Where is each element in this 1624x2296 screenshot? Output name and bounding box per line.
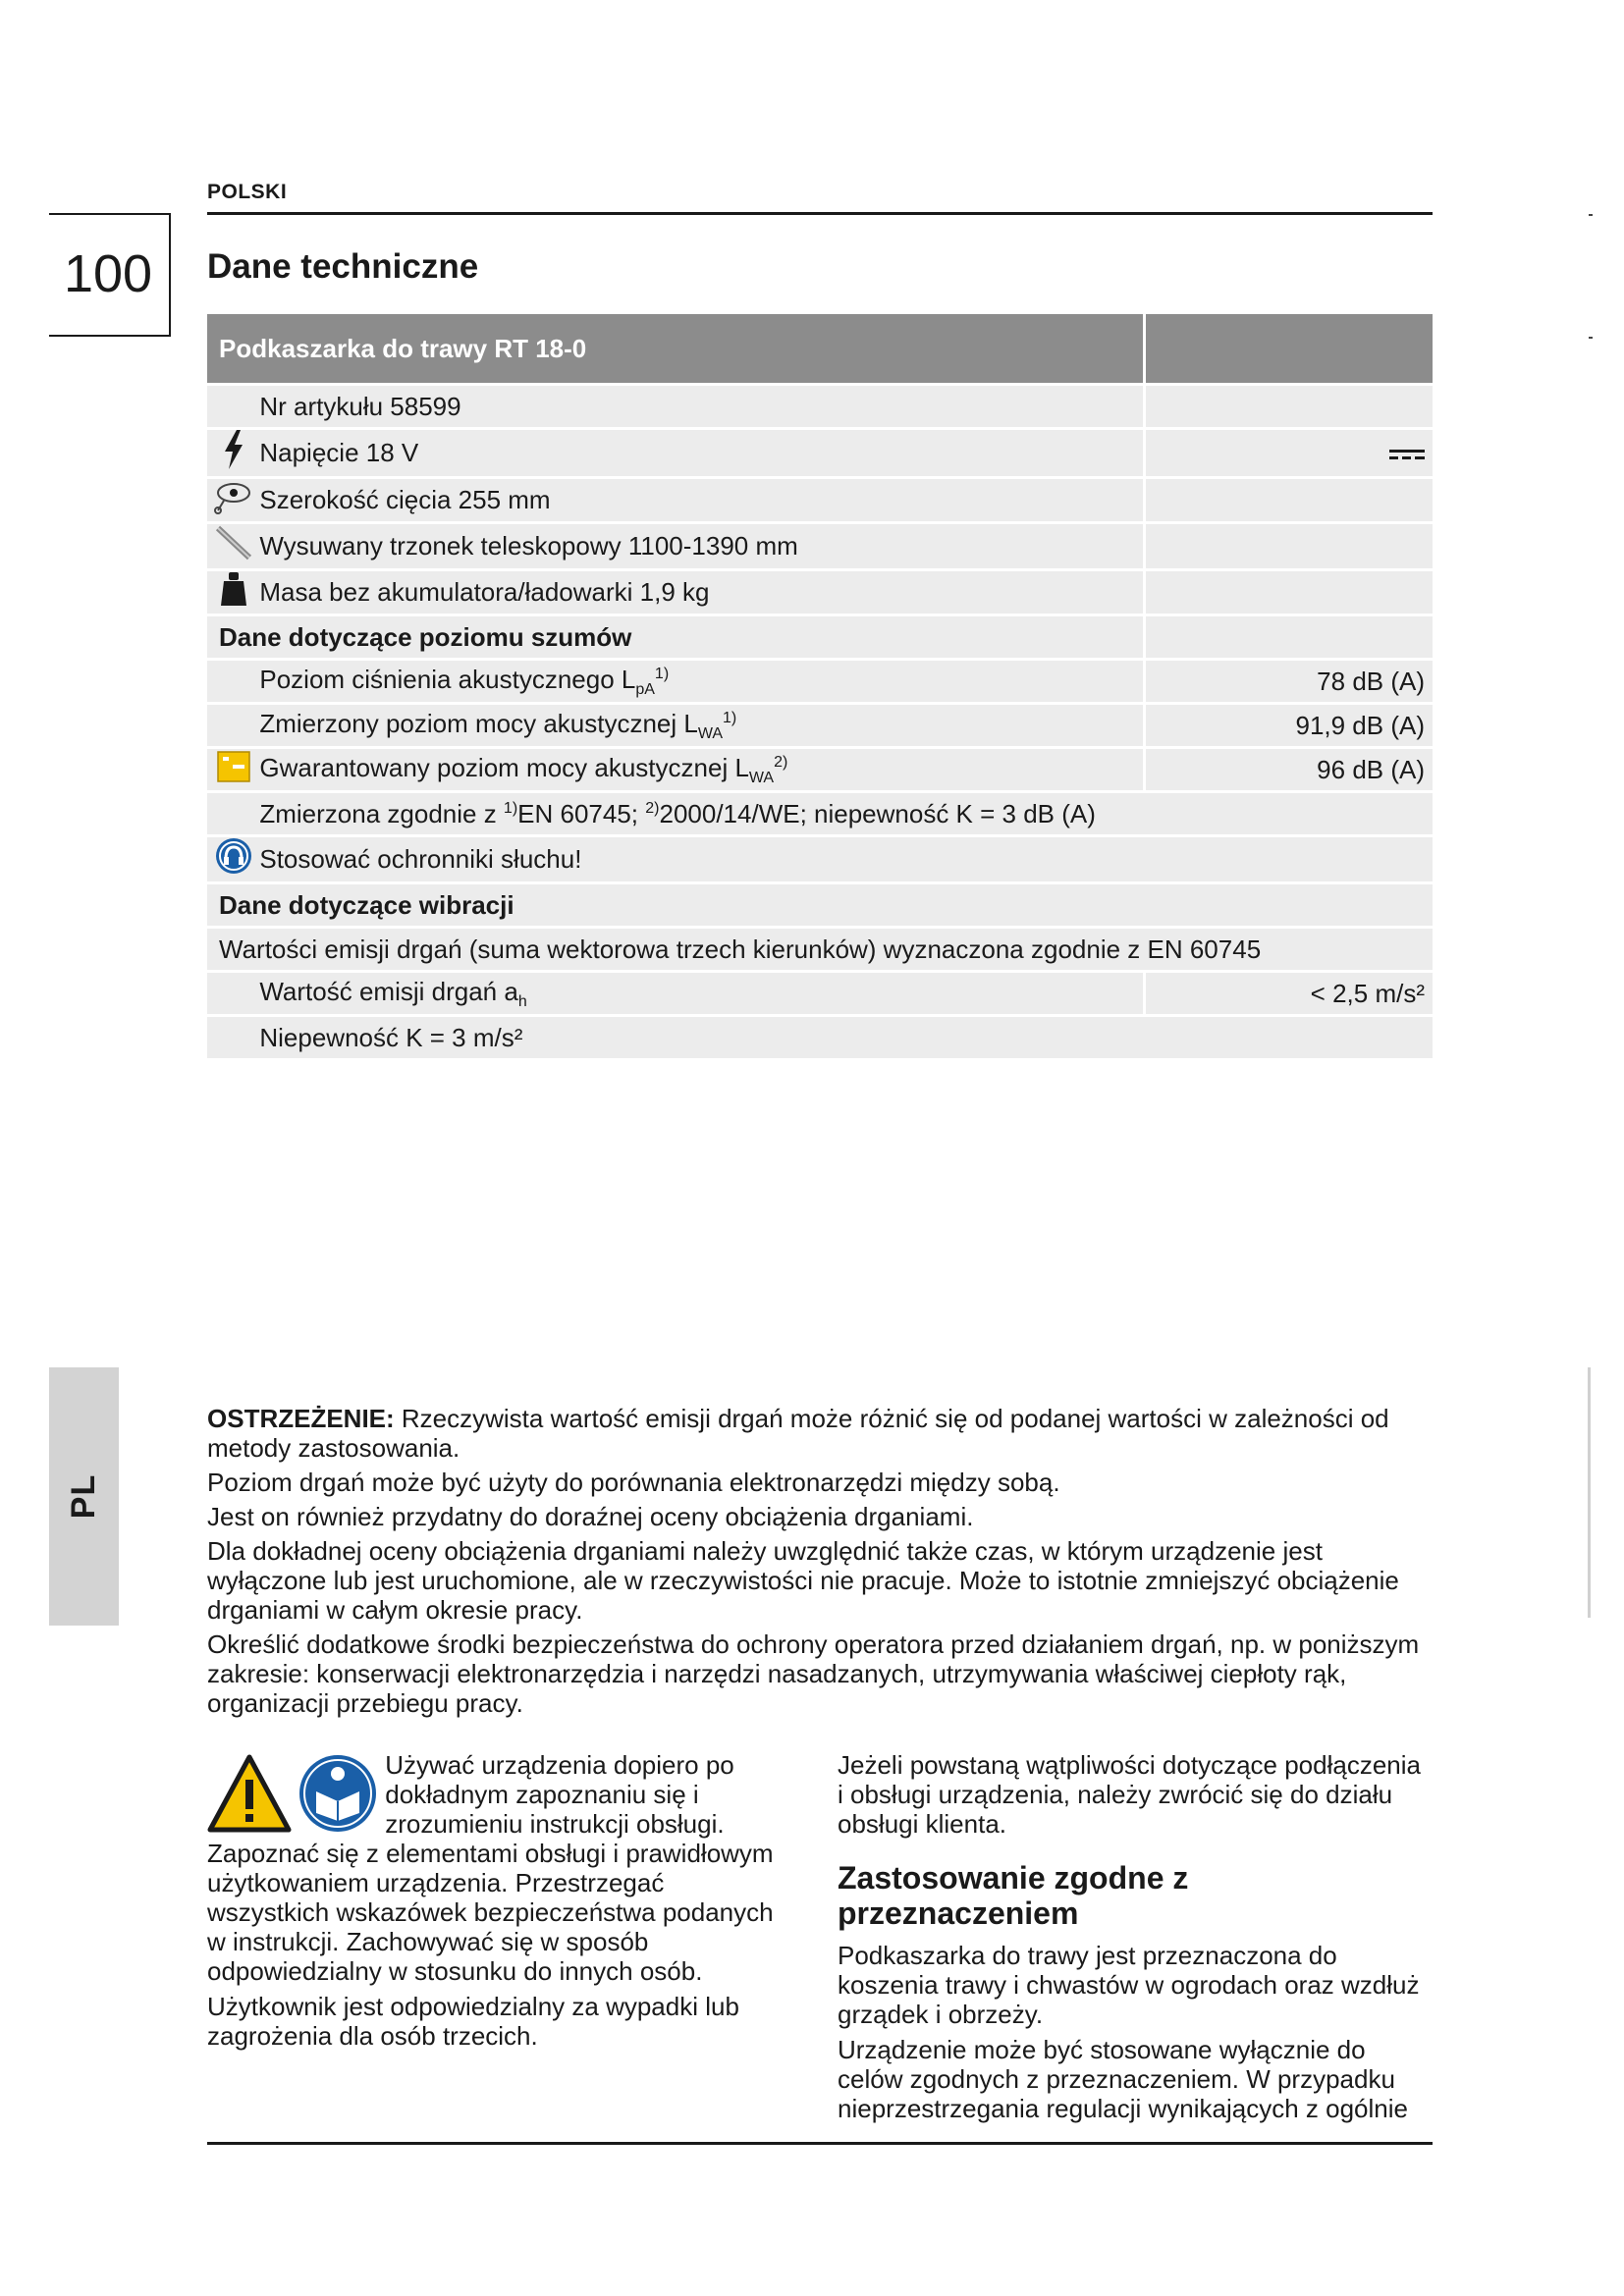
voltage: Napięcie 18 V xyxy=(259,429,1145,478)
sound-pressure-label: Poziom ciśnienia akustycznego $L_{pA}^{1)}$ xyxy=(259,660,1145,704)
bottom-rule xyxy=(207,2142,1433,2145)
right-column xyxy=(838,1750,1433,2129)
sound-pressure-value: 78 dB (A) xyxy=(1145,660,1433,704)
table-row xyxy=(207,385,1433,429)
cut-width: Szerokość cięcia 255 mm xyxy=(259,478,1145,523)
table-row xyxy=(207,883,1433,928)
guaranteed-power-label: Gwarantowany poziom mocy akustycznej $L_{WA}^{2)}$ xyxy=(259,748,1145,792)
vibration-warning xyxy=(207,1404,1433,1723)
table-row xyxy=(207,429,1433,478)
vibration-emission-label: Wartość emisji drgań $a_h$ xyxy=(259,972,1145,1016)
dc-symbol-icon xyxy=(1389,438,1425,467)
guaranteed-noise-label-icon xyxy=(217,751,250,789)
warning-paragraph: Dla dokładnej oceny obciążenia drganiami należy uwzględnić także czas, w którym urządzenie jest wyłączone lub jest uruchomione, ale w rzeczywistości nie pracuje. Może to istotnie zmniejszyć obciążenie drganiami w całym okresie pracy. xyxy=(207,1536,1399,1625)
ear-protection-icon xyxy=(215,837,252,881)
telescopic-handle: Wysuwany trzonek teleskopowy 1100-1390 mm xyxy=(259,523,1145,570)
intended-use-heading: Zastosowanie zgodne z przeznaczeniem xyxy=(838,1860,1189,1931)
table-row xyxy=(207,660,1433,704)
measurement-standard: Zmierzona zgodnie z $^{1)}$EN 60745; $^{2)}$2000/14/WE; niepewność K = 3 dB (A) xyxy=(259,792,1433,836)
page-title: Dane techniczne xyxy=(207,247,479,286)
intended-use-paragraph: Podkaszarka do trawy jest przeznaczona do koszenia trawy i chwastów w ogrodach oraz wzdłuż grządek i obrzeży. xyxy=(838,1941,1420,2029)
weight-icon xyxy=(220,571,247,614)
edge-mark xyxy=(1589,337,1593,339)
intended-use-paragraph: Urządzenie może być stosowane wyłącznie do celów zgodnych z przeznaczeniem. W przypadku nieprzestrzegania regulacji wynikających z ogólnie xyxy=(838,2035,1408,2123)
warning-paragraph: Jest on również przydatny do doraźnej oceny obciążenia drganiami. xyxy=(207,1502,974,1531)
mass: Masa bez akumulatora/ładowarki 1,9 kg xyxy=(259,570,1145,615)
page-number: 100 xyxy=(63,244,153,303)
edge-line xyxy=(1588,1367,1591,1618)
spec-header-row xyxy=(207,314,1433,385)
telescopic-handle-icon xyxy=(214,524,253,568)
read-manual-icon xyxy=(298,1809,377,1839)
sound-power-label: Zmierzony poziom mocy akustycznej $L_{WA}^{1)}$ xyxy=(259,704,1145,748)
spec-table xyxy=(207,314,1433,1061)
table-row xyxy=(207,972,1433,1016)
safety-icons xyxy=(207,1754,377,1835)
vibration-section-heading: Dane dotyczące wibracji xyxy=(207,883,1433,928)
warning-paragraph: Określić dodatkowe środki bezpieczeństwa do ochrony operatora przed działaniem drgań, np. w poniższym zakresie: konserwacji elektronarzędzia i narzędzi nasadzanych, utrzymywania właściwej ciepłoty rąk, organizacji przebiegu pracy. xyxy=(207,1629,1420,1718)
table-row xyxy=(207,792,1433,836)
table-row xyxy=(207,570,1433,615)
instructions-paragraph: Używać urządzenia dopiero po dokładnym zapoznaniu się i zrozumieniu instrukcji obsługi. Zapoznać się z elementami obsługi i prawidłowym użytkowaniem urządzenia. Przestrzegać wszystkich wskazówek bezpieczeństwa podanych w instrukcji. Zachowywać się w sposób odpowiedzialny w stosunku do innych osób. xyxy=(207,1750,774,1986)
table-row xyxy=(207,615,1433,660)
table-row xyxy=(207,1016,1433,1060)
language-header: POLSKI xyxy=(207,181,288,203)
language-code: PL xyxy=(64,1473,102,1520)
table-row xyxy=(207,523,1433,570)
hearing-protection-note: Stosować ochronniki słuchu! xyxy=(259,836,1433,883)
customer-service-paragraph: Jeżeli powstaną wątpliwości dotyczące podłączenia i obsługi urządzenia, należy zwrócić się do działu obsługi klienta. xyxy=(838,1750,1421,1839)
table-row xyxy=(207,478,1433,523)
product-name: Podkaszarka do trawy RT 18-0 xyxy=(219,333,587,363)
top-rule xyxy=(207,212,1433,215)
warning-text: Rzeczywista wartość emisji drgań może różnić się od podanej wartości w zależności od metody zastosowania. xyxy=(207,1404,1389,1463)
guaranteed-power-value: 96 dB (A) xyxy=(1145,748,1433,792)
vibration-note: Wartości emisji drgań (suma wektorowa trzech kierunków) wyznaczona zgodnie z EN 60745 xyxy=(207,928,1433,972)
warning-label: OSTRZEŻENIE: xyxy=(207,1404,395,1433)
sound-power-value: 91,9 dB (A) xyxy=(1145,704,1433,748)
responsibility-paragraph: Użytkownik jest odpowiedzialny za wypadki lub zagrożenia dla osób trzecich. xyxy=(207,1992,739,2051)
table-row xyxy=(207,928,1433,972)
warning-triangle-icon xyxy=(207,1809,292,1839)
noise-section-heading: Dane dotyczące poziomu szumów xyxy=(207,615,1145,660)
vibration-emission-value: < 2,5 m/s² xyxy=(1145,972,1433,1016)
left-column xyxy=(207,1750,786,2056)
vibration-uncertainty: Niepewność K = 3 m/s² xyxy=(259,1016,1433,1060)
warning-paragraph: Poziom drgań może być użyty do porównania elektronarzędzi między sobą. xyxy=(207,1468,1060,1497)
table-row xyxy=(207,836,1433,883)
table-row xyxy=(207,748,1433,792)
table-row xyxy=(207,704,1433,748)
edge-mark xyxy=(1589,214,1593,216)
article-number: Nr artykułu 58599 xyxy=(259,385,1145,429)
cutting-width-icon xyxy=(214,479,253,521)
lightning-icon xyxy=(221,430,246,476)
